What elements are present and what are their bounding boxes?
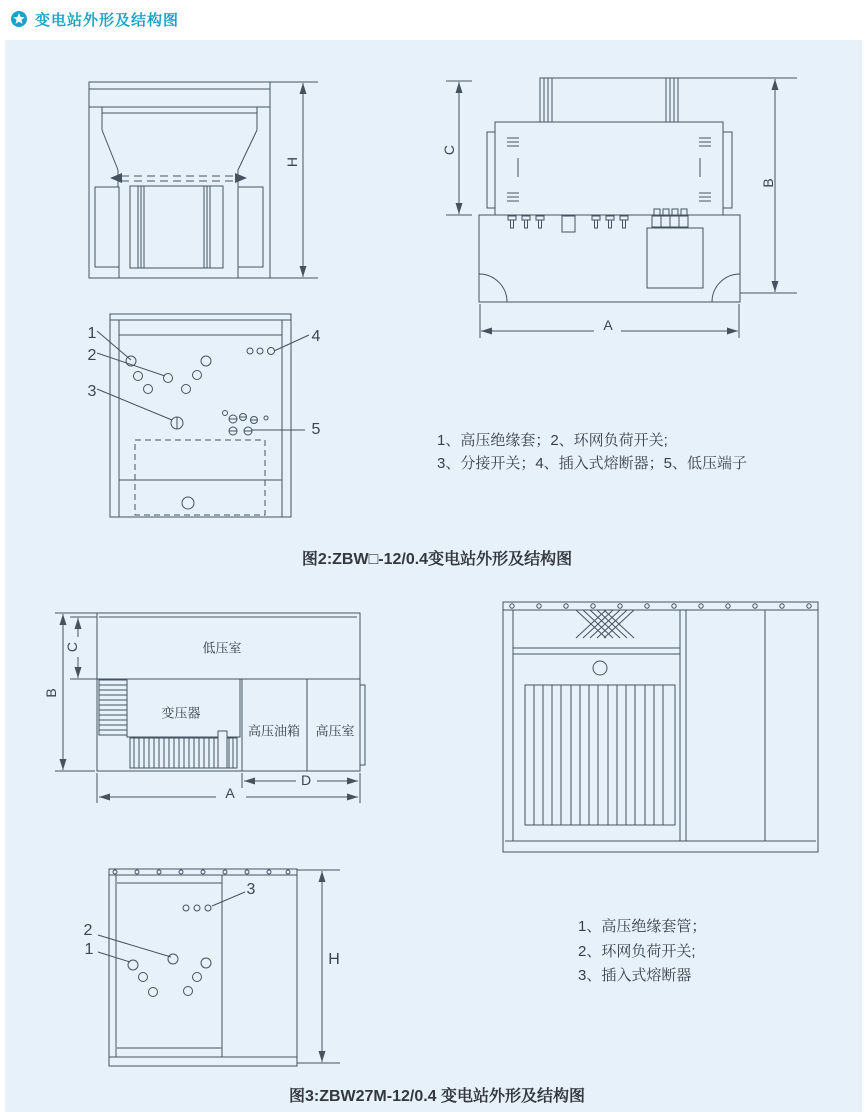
dashed-compartment: [135, 440, 265, 515]
louver-panel: [525, 685, 675, 825]
lv-terminal-cluster: [223, 411, 269, 436]
fig2-dim-c: C: [441, 144, 457, 156]
fig3-dim-b: B: [43, 688, 59, 698]
hv-bushing-circles-front: [128, 954, 211, 997]
fig2-callout-1: 1: [87, 325, 97, 342]
fig3-dim-a: A: [225, 785, 235, 801]
fig3-dim-c: C: [64, 641, 80, 653]
fig2-caption: 图2:ZBW□-12/0.4变电站外形及结构图: [301, 551, 573, 568]
fig3-side-view-drawing: [503, 602, 818, 852]
fig3-dim-d: D: [300, 772, 312, 788]
bottom-knob: [182, 497, 194, 509]
fig3-callout-2: 2: [83, 922, 93, 939]
callout-leader-lines: [97, 331, 309, 430]
fig2-structure-view-drawing: [97, 314, 309, 517]
room-label-hv-room: 高压室: [315, 723, 355, 739]
page-title: 变电站外形及结构图: [35, 11, 180, 29]
fig3-callout-3: 3: [246, 881, 256, 898]
room-label-transformer: 变压器: [161, 705, 201, 721]
room-label-hv-oil-tank: 高压油箱: [247, 723, 301, 739]
fig3-legend-line-3: 3、插入式熔断器: [578, 967, 692, 984]
fig2-callout-5: 5: [311, 421, 321, 438]
base-inner-box: [647, 228, 703, 288]
fuse-circles: [247, 348, 275, 355]
tap-switch-symbol: [171, 417, 183, 429]
fuse-circles-front: [183, 905, 211, 911]
fig2-callout-2: 2: [87, 347, 97, 364]
fig3-caption: 图3:ZBW27M-12/0.4 变电站外形及结构图: [288, 1088, 586, 1105]
fig2-callout-4: 4: [311, 328, 321, 345]
fig2-top-view-drawing: [446, 78, 797, 338]
left-radiator: [99, 680, 127, 735]
right-edge-strip: [360, 685, 365, 765]
vent-mesh: [576, 610, 634, 638]
roof-bolts-front: [113, 870, 290, 874]
left-arrow-mark: [110, 173, 122, 183]
fig3-front-view-drawing: [98, 869, 340, 1066]
callout-leader-lines-fig3: [98, 892, 245, 962]
terminal-pins: [508, 209, 688, 232]
room-label-low-voltage: 低压室: [202, 640, 242, 656]
fig2-dim-h: H: [284, 156, 300, 168]
right-arrow-mark: [235, 173, 247, 183]
roof-bolts: [510, 604, 811, 608]
fig3-legend-line-2: 2、环网负荷开关;: [578, 943, 696, 960]
fig3-legend-line-1: 1、高压绝缘套管；: [578, 918, 707, 935]
fig2-dim-a: A: [603, 317, 613, 333]
hv-bushing-circles: [126, 356, 211, 394]
fig3-callout-1: 1: [84, 941, 94, 958]
door-lock: [593, 661, 607, 675]
fig2-legend-line-1: 1、高压绝缘套；2、环网负荷开关;: [437, 432, 668, 449]
fig2-front-view-drawing: [89, 82, 318, 278]
fig3-dim-h: H: [328, 951, 340, 968]
fig2-dim-b: B: [760, 178, 776, 188]
fig2-callout-3: 3: [87, 383, 97, 400]
fig2-legend-line-2: 3、分接开关；4、插入式熔断器；5、低压端子: [437, 455, 748, 472]
